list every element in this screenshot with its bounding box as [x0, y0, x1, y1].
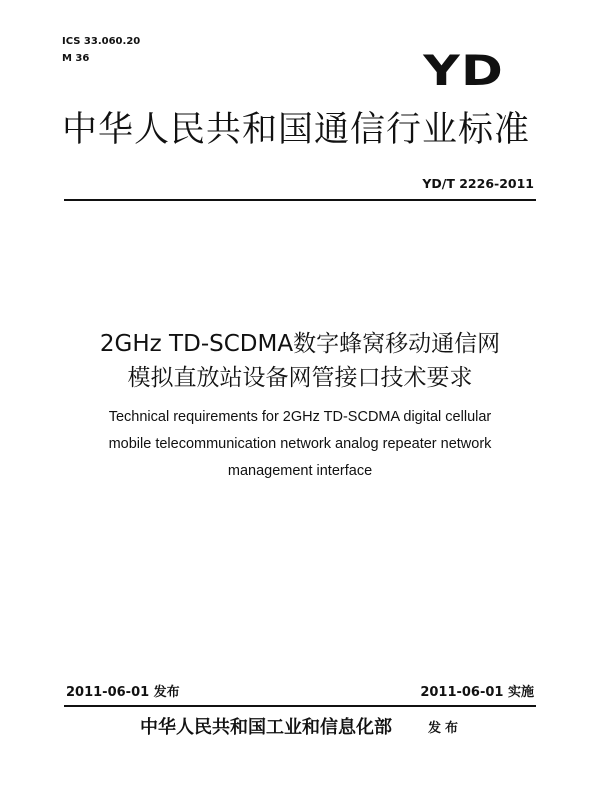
english-title-line-1: Technical requirements for 2GHz TD-SCDMA digital cellular	[108, 409, 492, 425]
chinese-title-line-2: 模拟直放站设备网管接口技术要求	[127, 365, 473, 391]
publish-date: 2011-06-01 发布	[66, 685, 180, 700]
standard-category: 中华人民共和国通信行业标准	[62, 110, 531, 150]
chinese-title-line-1: 2GHz TD-SCDMA数字蜂窝移动通信网	[99, 331, 501, 357]
ccs-number: M 36	[62, 53, 90, 64]
issue-label: 发布	[428, 721, 463, 736]
yd-logo: YD	[423, 46, 504, 95]
english-title-line-3: management interface	[227, 463, 373, 479]
english-title-line-2: mobile telecommunication network analog repeater network	[108, 436, 492, 452]
bottom-divider	[64, 705, 536, 707]
ics-number: ICS 33.060.20	[62, 36, 141, 47]
implement-date: 2011-06-01 实施	[420, 685, 534, 700]
standard-code: YD/T 2226-2011	[422, 176, 534, 191]
top-divider	[64, 199, 536, 201]
issuing-authority: 中华人民共和国工业和信息化部	[140, 717, 392, 738]
